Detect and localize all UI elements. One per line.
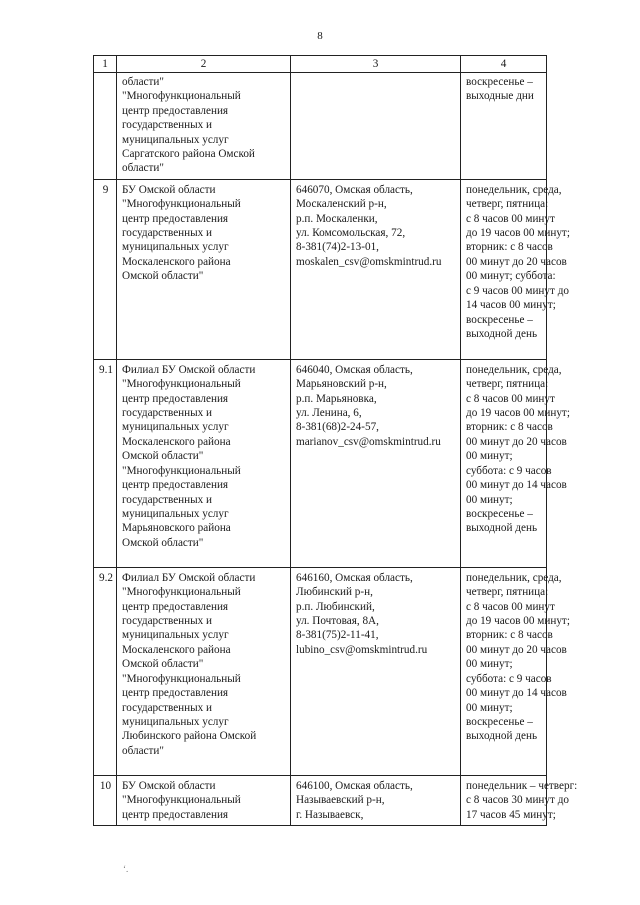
schedule-line: вторник: с 8 часов [466, 241, 553, 254]
organization-line: "Многофункциональный [122, 198, 241, 211]
address-cell [291, 73, 461, 180]
organization-cell [117, 179, 291, 359]
address-line: ул. Комсомольская, 72, [296, 227, 406, 240]
schedule-line: 00 минут; [466, 450, 513, 463]
mfc-offices-table [93, 55, 578, 826]
address-line: 8-381(75)2-11-41, [296, 629, 379, 642]
organization-line: Филиал БУ Омской области [122, 363, 256, 376]
schedule-line: с 8 часов 30 минут до [466, 794, 569, 807]
schedule-line: выходной день [466, 327, 538, 340]
organization-line: Саргатского района Омской [122, 148, 255, 161]
schedule-line: выходной день [466, 730, 538, 743]
schedule-line: воскресенье – [466, 313, 533, 326]
organization-cell [117, 775, 291, 825]
schedule-line: воскресенье – [466, 76, 533, 88]
address-line: moskalen_csv@omskmintrud.ru [296, 255, 442, 268]
organization-cell [117, 567, 291, 775]
address-line: 646100, Омская область, [296, 779, 413, 792]
column-header-schedule: 4 [461, 56, 547, 73]
row-number-text: 10 [99, 779, 112, 792]
address-line: р.п. Москаленки, [296, 212, 378, 225]
schedule-line: до 19 часов 00 минут; [466, 407, 570, 420]
organization-line: Омской области" [122, 658, 204, 671]
address-line: marianov_csv@omskmintrud.ru [296, 435, 441, 448]
organization-line: Омской области" [122, 536, 204, 549]
organization-line: Москаленского района [122, 255, 231, 268]
organization-line: "Многофункциональный [122, 90, 241, 103]
address-line: Любинский р-н, [296, 586, 373, 599]
table-body [94, 73, 578, 826]
schedule-line: 00 минут; [466, 701, 513, 714]
organization-line: Омской области" [122, 270, 204, 283]
organization-line: государственных и [122, 227, 213, 240]
organization-line: Омской области" [122, 450, 204, 463]
address-line: 646160, Омская область, [296, 571, 413, 584]
table-row [94, 73, 547, 180]
organization-line: "Многофункциональный [122, 672, 241, 685]
organization-line: области" [122, 744, 164, 757]
scan-mark: ‘. [123, 864, 129, 874]
row-number [94, 567, 117, 775]
organization-line: муниципальных услуг [122, 241, 229, 254]
organization-line: муниципальных услуг [122, 421, 229, 434]
organization-line: государственных и [122, 119, 213, 132]
schedule-cell [461, 567, 570, 775]
schedule-line: понедельник, среда, [466, 183, 562, 196]
schedule-line: четверг, пятница: [466, 198, 549, 211]
organization-line: государственных и [122, 407, 213, 420]
address-line: г. Называевск, [296, 808, 364, 821]
schedule-line: 00 минут; [466, 493, 513, 506]
organization-line: БУ Омской области [122, 183, 216, 196]
schedule-line: 00 минут; суббота: [466, 270, 556, 283]
address-line: ул. Почтовая, 8А, [296, 615, 379, 628]
schedule-line: понедельник, среда, [466, 571, 562, 584]
organization-line: "Многофункциональный [122, 794, 241, 807]
organization-line: Москаленского района [122, 643, 231, 656]
row-number-text: 9.1 [99, 363, 113, 376]
address-line: 8-381(68)2-24-57, [296, 421, 379, 434]
schedule-line: 00 минут до 14 часов [466, 687, 567, 700]
organization-line: государственных и [122, 701, 213, 714]
organization-line: центр предоставления [122, 687, 229, 700]
column-header-organization: 2 [117, 56, 291, 73]
schedule-cell [461, 359, 570, 567]
column-header-address: 3 [291, 56, 461, 73]
organization-line: Любинского района Омской [122, 730, 257, 743]
schedule-line: понедельник, среда, [466, 363, 562, 376]
schedule-line: 00 минут до 20 часов [466, 435, 567, 448]
table-row [94, 359, 547, 567]
organization-line: центр предоставления [122, 479, 229, 492]
schedule-line: 00 минут до 20 часов [466, 255, 567, 268]
organization-line: муниципальных услуг [122, 133, 229, 146]
organization-line: центр предоставления [122, 212, 229, 225]
schedule-line: выходные дни [466, 90, 534, 103]
address-line: lubino_csv@omskmintrud.ru [296, 643, 428, 656]
schedule-line: с 9 часов 00 минут до [466, 284, 569, 297]
organization-line: центр предоставления [122, 392, 229, 405]
schedule-line: вторник: с 8 часов [466, 629, 553, 642]
organization-line: "Многофункциональный [122, 378, 241, 391]
address-line: 646040, Омская область, [296, 363, 413, 376]
page-number: 8 [317, 30, 323, 42]
schedule-line: 17 часов 45 минут; [466, 808, 556, 821]
address-line: ул. Ленина, 6, [296, 407, 362, 420]
organization-cell [117, 359, 291, 567]
row-number [94, 179, 117, 359]
schedule-line: 00 минут до 20 часов [466, 643, 567, 656]
address-line: р.п. Марьяновка, [296, 392, 377, 405]
address-line: 646070, Омская область, [296, 183, 413, 196]
organization-line: "Многофункциональный [122, 464, 241, 477]
schedule-line: воскресенье – [466, 715, 533, 728]
table-row [94, 179, 547, 359]
row-number-text: 9 [102, 183, 109, 196]
row-number [94, 775, 117, 825]
schedule-line: суббота: с 9 часов [466, 464, 552, 477]
schedule-line: 14 часов 00 минут; [466, 299, 556, 312]
table-row [94, 775, 547, 825]
schedule-line: четверг, пятница: [466, 378, 549, 391]
organization-line: "Многофункциональный [122, 586, 241, 599]
schedule-line: воскресенье – [466, 507, 533, 520]
schedule-line: четверг, пятница: [466, 586, 549, 599]
organization-line: государственных и [122, 615, 213, 628]
schedule-line: 00 минут до 14 часов [466, 479, 567, 492]
table-row [94, 567, 547, 775]
organization-line: муниципальных услуг [122, 629, 229, 642]
address-line: 8-381(74)2-13-01, [296, 241, 379, 254]
column-header-number: 1 [94, 56, 117, 73]
schedule-line: до 19 часов 00 минут; [466, 227, 570, 240]
address-cell [291, 567, 461, 775]
address-line: Называевский р-н, [296, 794, 385, 807]
address-line: Марьяновский р-н, [296, 378, 387, 391]
organization-line: центр предоставления [122, 600, 229, 613]
organization-line: Марьяновского района [122, 522, 231, 535]
organization-line: области" [122, 162, 164, 175]
schedule-line: с 8 часов 00 минут [466, 392, 555, 405]
address-line: р.п. Любинский, [296, 600, 375, 613]
organization-line: муниципальных услуг [122, 715, 229, 728]
schedule-line: понедельник – четверг: [466, 779, 578, 792]
organization-line: центр предоставления [122, 808, 229, 821]
organization-line: государственных и [122, 493, 213, 506]
row-number [94, 359, 117, 567]
schedule-line: до 19 часов 00 минут; [466, 615, 570, 628]
address-cell [291, 359, 461, 567]
address-cell [291, 775, 461, 825]
schedule-cell [461, 775, 578, 825]
organization-line: области" [122, 76, 164, 88]
schedule-line: с 8 часов 00 минут [466, 600, 555, 613]
row-number [94, 73, 117, 180]
organization-cell [117, 73, 291, 180]
schedule-line: 00 минут; [466, 658, 513, 671]
organization-line: БУ Омской области [122, 779, 216, 792]
row-number-text: 9.2 [99, 571, 113, 584]
schedule-line: выходной день [466, 522, 538, 535]
schedule-line: вторник: с 8 часов [466, 421, 553, 434]
address-cell [291, 179, 461, 359]
organization-line: Филиал БУ Омской области [122, 571, 256, 584]
organization-line: муниципальных услуг [122, 507, 229, 520]
schedule-cell [461, 73, 547, 180]
organization-line: Москаленского района [122, 435, 231, 448]
table-header-row [94, 56, 547, 73]
address-line: Москаленский р-н, [296, 198, 387, 211]
schedule-cell [461, 179, 570, 359]
schedule-line: с 8 часов 00 минут [466, 212, 555, 225]
organization-line: центр предоставления [122, 104, 229, 117]
schedule-line: суббота: с 9 часов [466, 672, 552, 685]
